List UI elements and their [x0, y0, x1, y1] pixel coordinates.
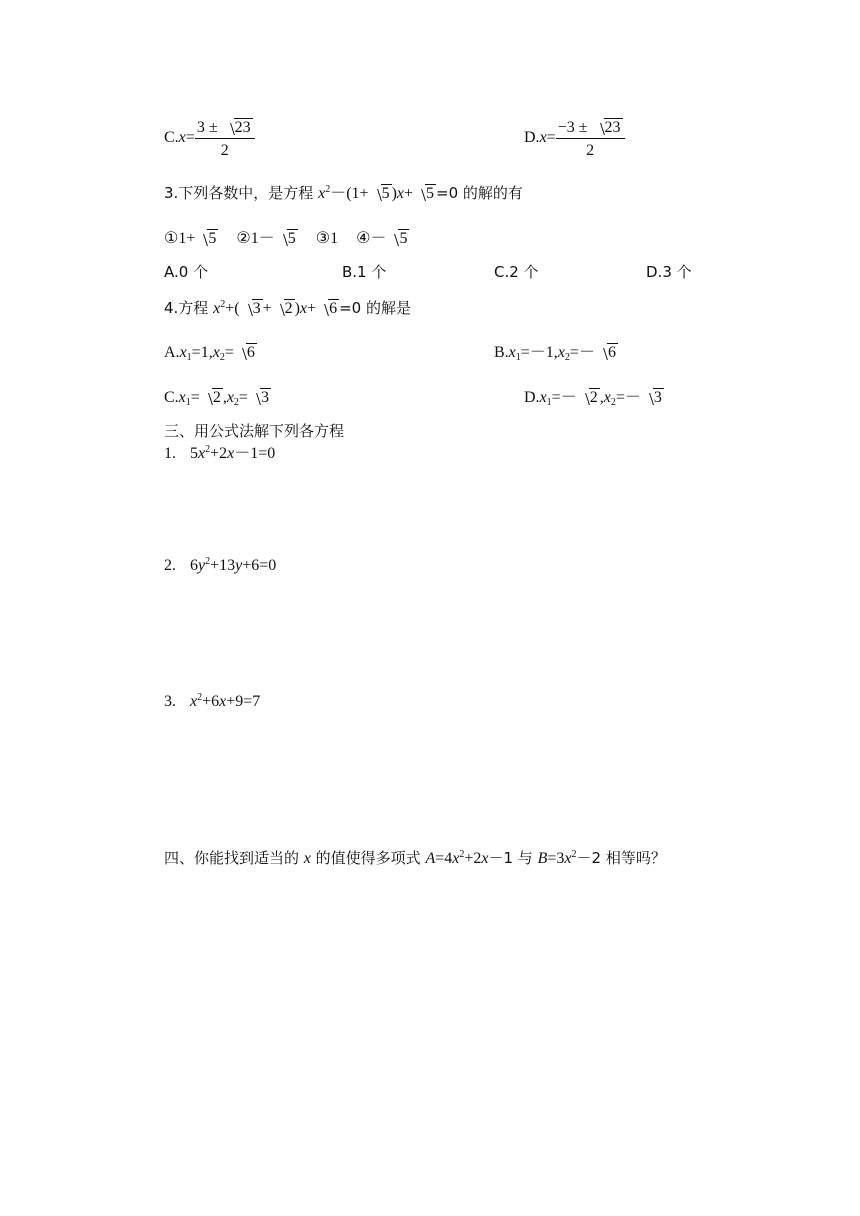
- q4-option-d: $D.x_1=- 2$ $,x_2=- 3$: [524, 389, 662, 408]
- sqrt: 3: [241, 299, 263, 317]
- q4-option-c: $C.x_1= 2$ $,x_2= 3$: [164, 389, 269, 408]
- section4-question: 四、你能找到适当的 x 的值使得多项式 $A=4x^2+2x-1$ 与 $B=3x^2-2$ 相等吗？: [164, 849, 666, 867]
- section3-heading: 三、用公式法解下列各方程: [164, 422, 345, 440]
- q3-option-c: C.2 个: [494, 263, 539, 281]
- sqrt: 3: [249, 388, 271, 406]
- fraction: $\frac{3 \pm 23}{2}$: [195, 118, 255, 159]
- fraction: $\frac{-3 \pm 23}{2}$: [556, 118, 625, 159]
- sqrt: 6: [235, 343, 257, 361]
- sqrt: 5: [387, 229, 409, 247]
- section3-problem-2: 2. $6y^2+13y+6=0$: [164, 556, 277, 574]
- sqrt: 3: [642, 388, 664, 406]
- q4-option-a: $A.x_1=1,x_2= 6$: [164, 344, 255, 363]
- q3-option-b: B.1 个: [342, 263, 387, 281]
- q3-question: 3.下列各数中，是方程 $x^2-(1+ 5$ )x+ 5 =0 的解的有: [164, 184, 523, 202]
- q3-item: ④－ 5: [356, 230, 408, 247]
- section3-problem-3: 3. $x^2+6x+9=7$: [164, 692, 261, 710]
- q4-question: 4.方程 $x^2+$( 3 + 2 )x+ 6 =0 的解是: [164, 299, 411, 317]
- sqrt: 6: [596, 343, 618, 361]
- sqrt: 23: [593, 118, 623, 136]
- sqrt: 2: [201, 388, 223, 406]
- sqrt: 5: [276, 229, 298, 247]
- q3-option-d: D.3 个: [646, 263, 692, 281]
- sqrt: 23: [223, 118, 253, 136]
- sqrt: 5: [370, 184, 392, 202]
- sqrt: 6: [317, 299, 339, 317]
- q4-option-b: $B.x_1=-1,x_2=- 6$: [494, 344, 616, 363]
- sqrt: 2: [273, 299, 295, 317]
- q2-option-c: C.x= $\frac{3 \pm 23}{2}$: [164, 118, 255, 159]
- q3-item: ②1－ 5: [236, 230, 296, 247]
- q3-option-a: A.0 个: [164, 263, 209, 281]
- q3-item: ①1+ 5: [164, 230, 217, 247]
- sqrt: 2: [578, 388, 600, 406]
- sqrt: 5: [196, 229, 218, 247]
- q3-item: ③1: [315, 230, 339, 247]
- q3-items: [164, 229, 409, 247]
- section3-problem-1: 1. $5x^2+2x-1=0$: [164, 444, 276, 462]
- q2-option-d: D.x= $\frac{-3 \pm 23}{2}$: [524, 118, 625, 159]
- sqrt: 5: [414, 184, 436, 202]
